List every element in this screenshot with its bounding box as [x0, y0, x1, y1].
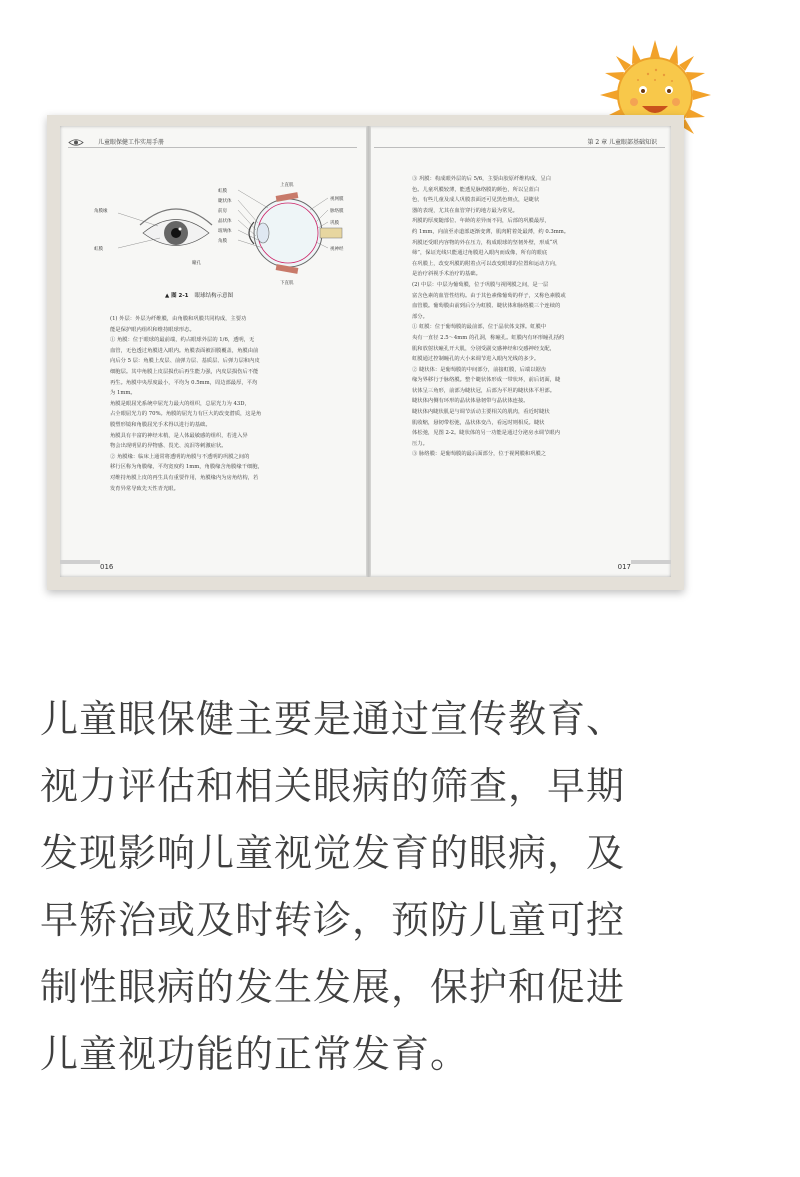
text-line: 压力。 — [412, 440, 428, 447]
text-line: 移行区称为角膜缘，平均宽度约 1mm，角膜缘含角膜缘干细胞， — [110, 464, 263, 471]
text-line: ① 角膜：位于眼球的最前端，约占眼球外层的 1/6，透明，无 — [110, 337, 255, 344]
text-line: 器的表现，尤其在血管穿行的地方最为常见。 — [412, 207, 518, 214]
figure-label: 下直肌 — [280, 281, 294, 286]
text-line: 发育异常导致先天性青光眼。 — [110, 485, 179, 492]
figure-label: 玻璃体 — [218, 229, 232, 234]
figure-label: 视神经 — [330, 247, 344, 252]
text-line: 向后分 5 层：角膜上皮层、前弹力层、基质层、后弹力层和内皮 — [110, 358, 260, 365]
text-line: 部分。 — [412, 313, 428, 320]
text-line: 膜塑形镜和角膜屈光手术得以进行的基础。 — [110, 421, 211, 428]
footer-bar — [60, 560, 100, 564]
paragraph — [100, 452, 340, 494]
text-line: 再生。角膜中央厚度最小，平均为 0.5mm，周边部最厚，平均 — [110, 379, 258, 386]
figure-label: 瞳孔 — [192, 261, 201, 266]
paragraph — [100, 335, 340, 399]
text-line: ② 角膜缘：临床上通常将透明的角膜与不透明的巩膜之间的 — [110, 453, 250, 460]
caption-line: 视力评估和相关眼病的筛查，早期 — [40, 764, 626, 808]
text-line: 角膜具有丰富的神经末梢，是人体最敏感的组织，若进入异 — [110, 432, 248, 439]
figure-label: 脉络膜 — [330, 209, 344, 214]
text-line: 巩膜的厚度随部位、年龄的差异而不同，后部的巩膜最厚， — [412, 218, 550, 225]
figure-label: 晶状体 — [218, 219, 232, 224]
text-line: 色。儿童巩膜较薄，能透见脉络膜的颜色，所以呈蓝白 — [412, 186, 540, 193]
text-line: 状体呈三角形，前部为睫状冠，后部为平坦的睫状体平坦部。 — [412, 387, 556, 394]
eye-icon — [68, 132, 84, 151]
paragraph — [100, 431, 340, 452]
running-head: 第 2 章 儿童眼部基础知识 — [587, 139, 657, 146]
figure-label: 虹膜 — [218, 189, 227, 194]
caption-text — [40, 686, 770, 1088]
text-line: 缘为界移行于脉络膜。整个睫状体形成一带状环，前后切面，睫 — [412, 377, 561, 384]
text-line: ② 睫状体：是葡萄膜的中间部分，前接虹膜，后端以锯齿 — [412, 366, 547, 373]
page-number: 016 — [100, 563, 114, 571]
eye-structure-figure — [88, 178, 348, 288]
paragraph — [402, 449, 642, 460]
figure-label: 前房 — [218, 209, 227, 214]
header-rule — [374, 147, 665, 148]
text-line: 筛”，保证光线只能通过角膜进入眼内而成像，所有的眼底 — [412, 250, 548, 257]
text-line: 是治疗斜视手术治疗的基础。 — [412, 271, 481, 278]
book-frame — [47, 115, 684, 590]
paragraph — [402, 407, 642, 449]
left-body-text — [100, 314, 340, 494]
figure-label: 巩膜 — [330, 221, 339, 226]
caption-line: 早矫治或及时转诊，预防儿童可控 — [40, 898, 626, 942]
text-line: 体松弛，见图 2-2。睫状体的另一功能是通过分泌房水调节眼内 — [412, 430, 560, 437]
text-line: 睫状体内睫状肌是与调节活动主要相关的肌肉，看近时睫状 — [412, 409, 550, 416]
paragraph — [402, 280, 642, 322]
text-line: 对维持角膜上皮的再生具有重要作用，角膜缘内为房角结构，若 — [110, 474, 259, 481]
text-line: 色，有些儿童及成人巩膜表面还可见黑色斑点，是睫状 — [412, 197, 540, 204]
text-line: (1) 外层：外层为纤维膜，由角膜和巩膜共同构成，主要功 — [110, 316, 247, 322]
right-body-text — [402, 174, 642, 460]
text-line: 虹膜通过控制瞳孔的大小来调节进入眼内光线的多少。 — [412, 356, 540, 363]
figure-label: 上直肌 — [280, 183, 294, 188]
right-page — [364, 126, 671, 577]
caption-line: 儿童眼保健主要是通过宣传教育、 — [40, 697, 626, 741]
text-line: 细胞层。其中角膜上皮层损伤后再生能力强，内皮层损伤后不能 — [110, 368, 259, 375]
text-line: 血管膜。葡萄膜由前到后分为虹膜、睫状体和脉络膜三个连续的 — [412, 303, 561, 310]
paragraph — [100, 399, 340, 431]
paragraph — [402, 322, 642, 364]
text-line: 占全眼屈光力的 70%。角膜的屈光力有巨大的改变潜质，这是角 — [110, 411, 262, 418]
caption-line: 儿童视功能的正常发育。 — [40, 1032, 470, 1076]
text-line: 能是保护眼内组织和维持眼球形态。 — [110, 326, 195, 333]
figure-label: 角膜缘 — [94, 209, 108, 214]
running-head: 儿童眼保健工作实用手册 — [98, 139, 165, 146]
figure-label: 虹膜 — [94, 247, 103, 252]
left-page — [60, 126, 367, 577]
figure-caption-text: 眼球结构示意图 — [194, 293, 234, 299]
text-line: 血管，无色透过角膜进入眼内。角膜表面被泪膜覆盖，角膜由前 — [110, 347, 259, 354]
text-line: ③ 脉络膜：是葡萄膜的最后面部分，位于视网膜和巩膜之 — [412, 451, 547, 458]
text-line: 睫状体内侧有环形的晶状体悬韧带与晶状体连接。 — [412, 398, 529, 405]
paragraph — [100, 314, 340, 335]
paragraph — [402, 174, 642, 216]
text-line: (2) 中层：中层为葡萄膜，位于巩膜与视网膜之间，是一层 — [412, 281, 549, 288]
text-line: ③ 巩膜：构成眼外层的后 5/6，主要由胶原纤维构成，呈白 — [412, 176, 552, 182]
text-line: 央有一直径 2.5～4mm 的孔洞，称瞳孔。虹膜内有环形瞳孔括约 — [412, 334, 565, 341]
figure-number: ▲ 图 2-1 — [165, 293, 189, 299]
text-line: 富含色素的血管性结构。由于其色素像葡萄的样子，又称色素膜或 — [412, 292, 566, 299]
text-line: 巩膜还受眼内容物的外在压力，构成眼球的坚韧外壁，形成“巩 — [412, 239, 558, 246]
text-line: 肌和放射状瞳孔开大肌，分别受副交感神经和交感神经支配， — [412, 345, 556, 352]
open-book — [60, 126, 671, 577]
paragraph — [402, 216, 642, 280]
figure-label: 睫状体 — [218, 199, 232, 204]
footer-bar — [631, 560, 671, 564]
text-line: 为 1mm。 — [110, 390, 136, 397]
paragraph — [402, 365, 642, 407]
text-line: 物会出现明显的异物感、畏光、流泪等刺激症状。 — [110, 443, 227, 450]
header-rule — [68, 147, 357, 148]
figure-label: 视网膜 — [330, 197, 344, 202]
figure-caption — [165, 291, 233, 299]
figure-label: 角膜 — [218, 239, 227, 244]
text-line: 肌收缩，悬韧带松弛，晶状体变凸，看远时则相反。睫状 — [412, 419, 545, 426]
text-line: 在巩膜上，改变巩膜的附着点可以改变眼球的位置和运动方向， — [412, 260, 561, 267]
text-line: 约 1mm，向前至赤道部逐渐变薄，肌肉附着处最薄，约 0.3mm。 — [412, 228, 570, 235]
text-line: 角膜是眼屈光系统中屈光力最大的组织，总屈光力为 43D， — [110, 400, 250, 407]
text-line: ① 虹膜：位于葡萄膜的最前部，位于晶状体支撑。虹膜中 — [412, 324, 547, 331]
page-number: 017 — [617, 563, 631, 571]
caption-line: 发现影响儿童视觉发育的眼病，及 — [40, 831, 626, 875]
caption-line: 制性眼病的发生发展，保护和促进 — [40, 965, 626, 1009]
